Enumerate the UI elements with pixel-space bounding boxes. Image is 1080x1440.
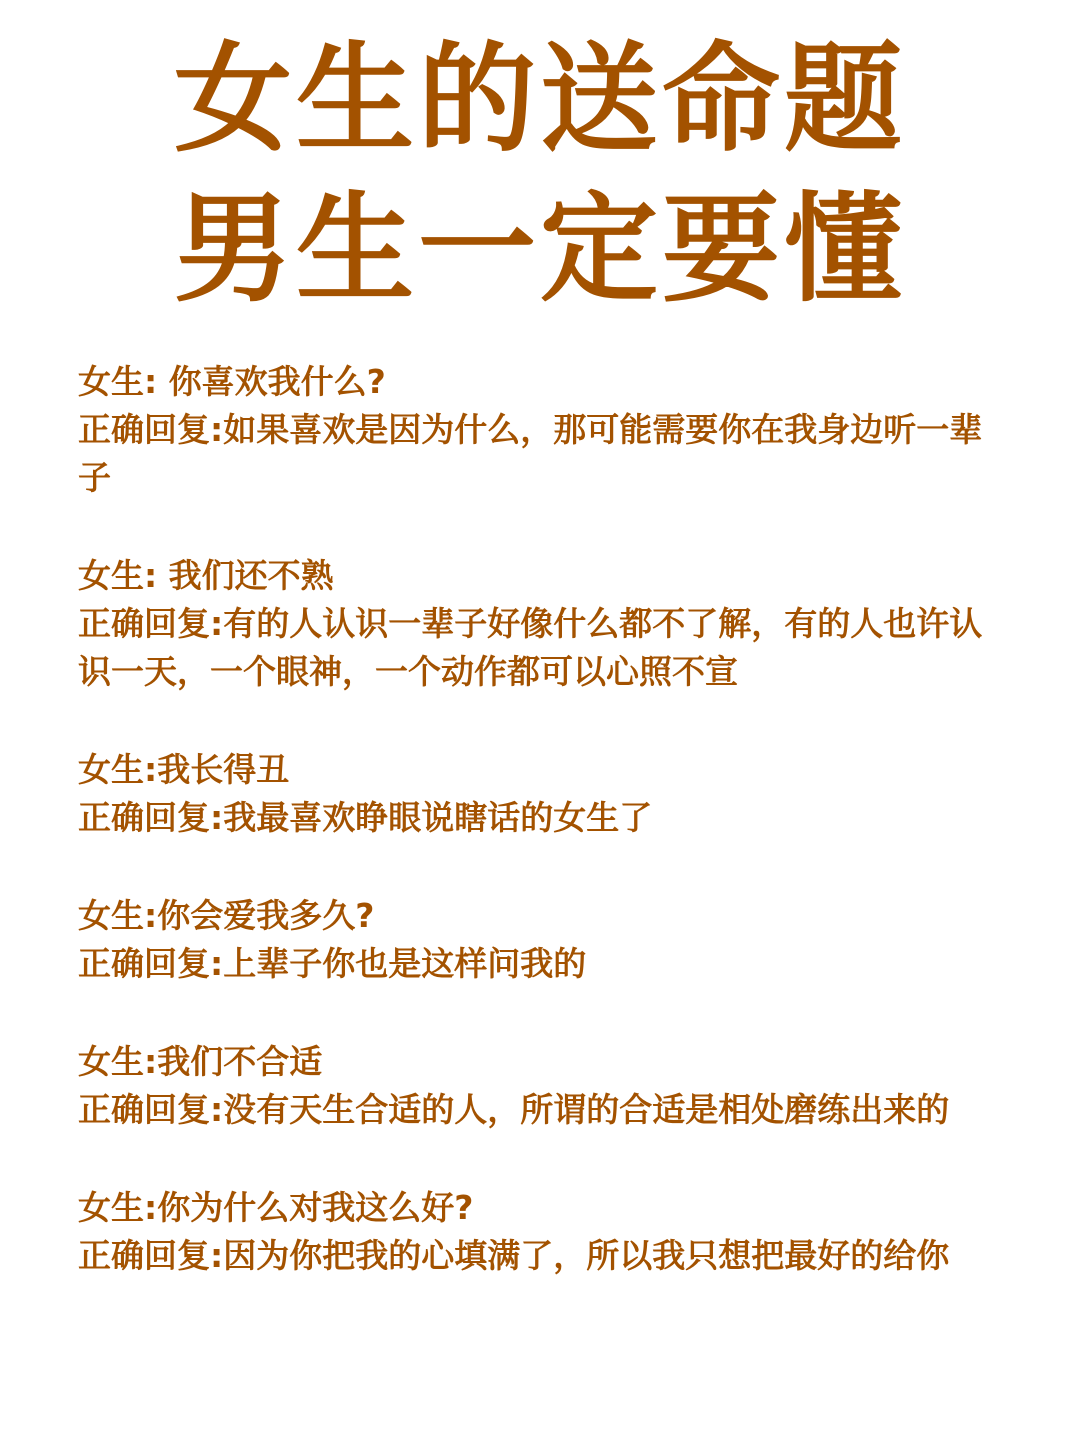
qa-item <box>78 1184 998 1280</box>
qa-item <box>78 892 998 988</box>
qa-answer: 正确回复:我最喜欢睁眼说瞎话的女生了 <box>78 798 653 837</box>
page-title-line-1: 女生的送命题 <box>173 30 906 168</box>
page-title-line-2: 男生一定要懂 <box>173 180 906 318</box>
qa-answer: 正确回复:没有天生合适的人，所谓的合适是相处磨练出来的 <box>78 1090 950 1129</box>
qa-item <box>78 358 998 502</box>
qa-answer: 正确回复:因为你把我的心填满了，所以我只想把最好的给你 <box>78 1236 950 1275</box>
qa-answer: 正确回复:有的人认识一辈子好像什么都不了解，有的人也许认识一天，一个眼神，一个动作都可以心照不宣 <box>78 604 983 691</box>
qa-question: 女生: 我们还不熟 <box>78 556 334 595</box>
qa-item <box>78 746 998 842</box>
qa-question: 女生: 你喜欢我什么? <box>78 362 386 401</box>
qa-question: 女生:你为什么对我这么好? <box>78 1188 474 1227</box>
qa-question: 女生:你会爱我多久? <box>78 896 375 935</box>
qa-answer: 正确回复:上辈子你也是这样问我的 <box>78 944 587 983</box>
qa-question: 女生:我长得丑 <box>78 750 290 789</box>
qa-item <box>78 552 998 696</box>
qa-item <box>78 1038 998 1134</box>
qa-answer: 正确回复:如果喜欢是因为什么，那可能需要你在我身边听一辈子 <box>78 410 983 497</box>
qa-list <box>78 358 998 1330</box>
qa-question: 女生:我们不合适 <box>78 1042 323 1081</box>
